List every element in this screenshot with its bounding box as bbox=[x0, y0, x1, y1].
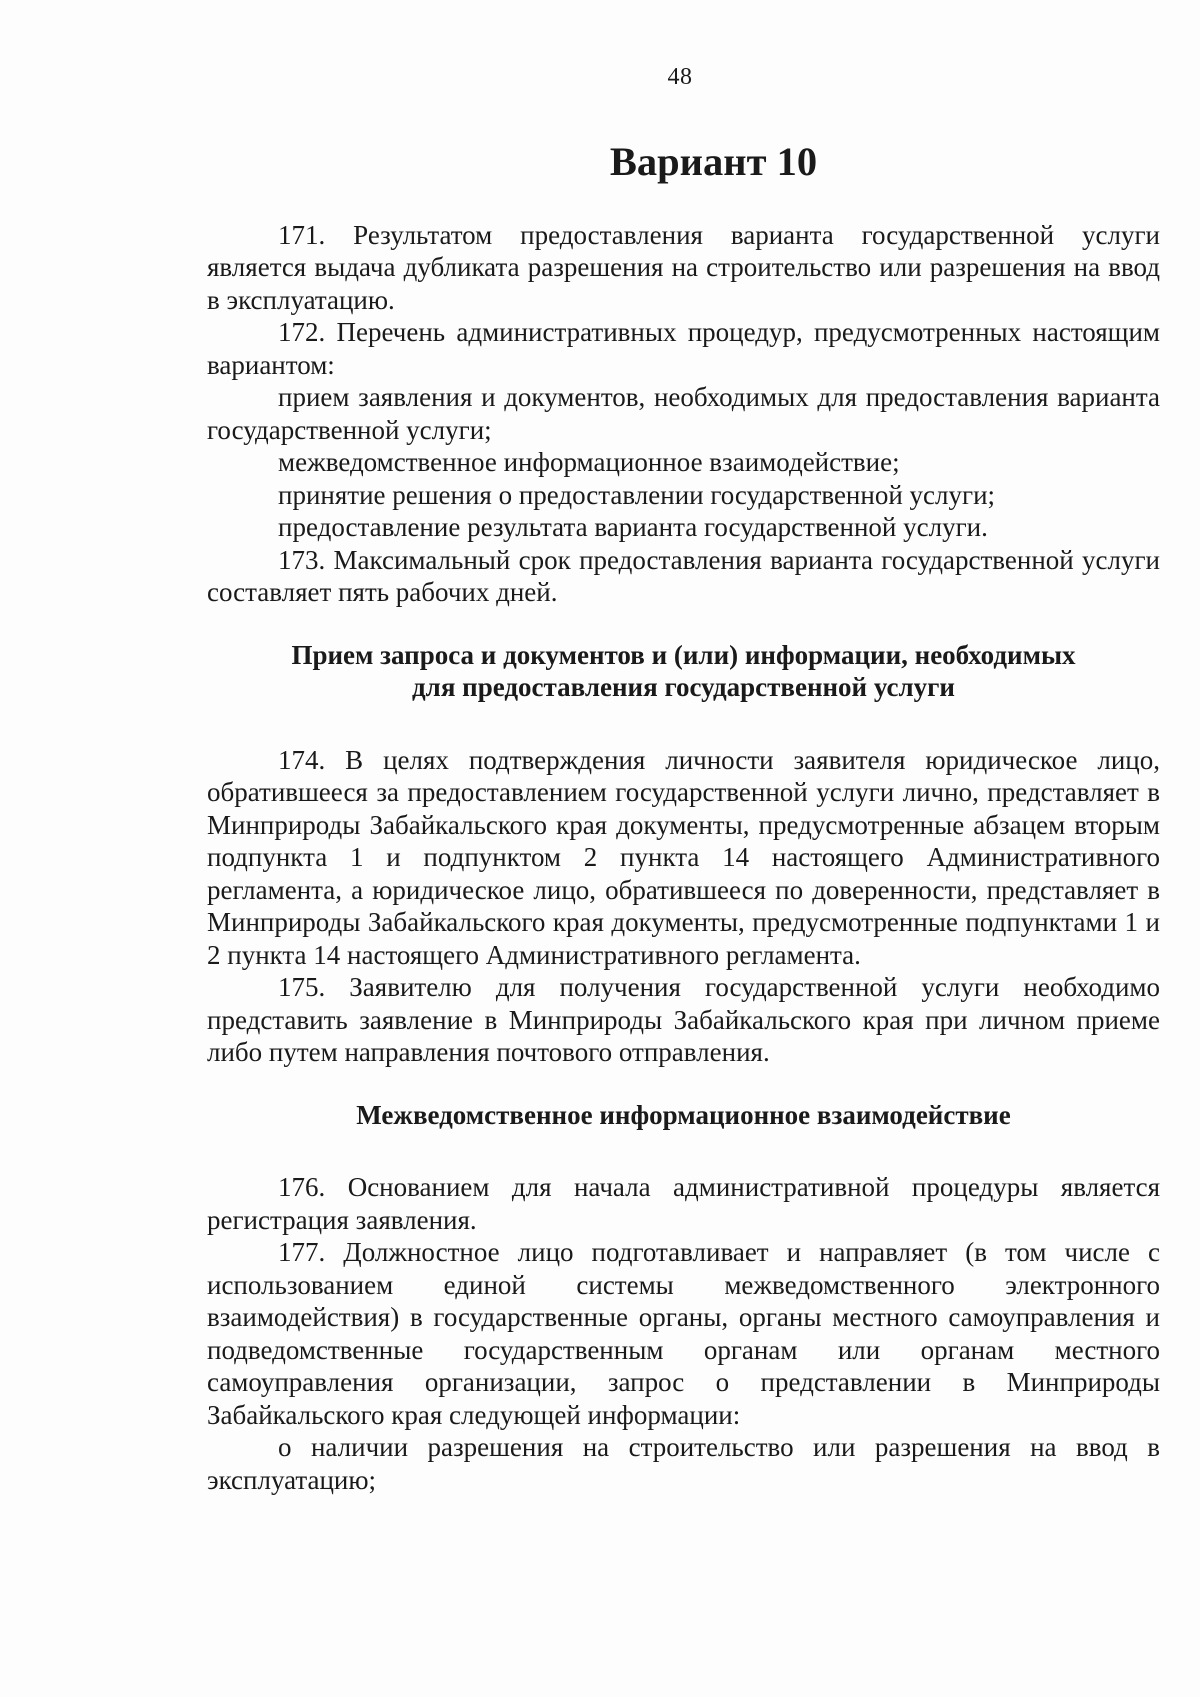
paragraph-171: 171. Результатом предоставления варианта государственной услуги является выдача дубликата разрешения на строительство или разрешения на ввод в эксплуатацию. bbox=[207, 219, 1160, 315]
section-heading-interagency: Межведомственное информационное взаимодействие bbox=[356, 1099, 1011, 1130]
paragraph-174: 174. В целях подтверждения личности заявителя юридическое лицо, обратившееся за предоставлением государственной услуги лично, представляет в Минприроды Забайкальского края документы, предусмотренные абзацем вторым подпункта 1 и подпунктом 2 пункта 14 настоящего Административного регламента, а юридическое лицо, обратившееся по доверенности, представляет в Минприроды Забайкальского края документы, предусмотренные подпунктами 1 и 2 пункта 14 настоящего Административного регламента. bbox=[207, 744, 1160, 970]
procedure-item: прием заявления и документов, необходимых для предоставления варианта государственной услуги; bbox=[207, 382, 1160, 445]
variant-heading: Вариант 10 bbox=[609, 139, 818, 184]
paragraph-172: 172. Перечень административных процедур, предусмотренных настоящим вариантом: bbox=[207, 317, 1160, 380]
paragraph-177-item: о наличии разрешения на строительство или разрешения на ввод в эксплуатацию; bbox=[207, 1432, 1160, 1495]
procedure-item: принятие решения о предоставлении государственной услуги; bbox=[278, 479, 996, 510]
procedure-item: предоставление результата варианта государственной услуги. bbox=[278, 512, 988, 542]
paragraph-177: 177. Должностное лицо подготавливает и направляет (в том числе с использованием единой системы межведомственного электронного взаимодействия) в государственные органы, органы местного самоуправления и подведомственные государственным органам или органам местного самоуправления организации, запрос о представлении в Минприроды Забайкальского края следующей информации: bbox=[207, 1237, 1160, 1430]
document-body bbox=[207, 139, 1160, 1496]
page-number: 48 bbox=[667, 64, 693, 90]
section-heading-reception bbox=[207, 639, 1160, 704]
section-heading-line: Прием запроса и документов и (или) информации, необходимых bbox=[291, 639, 1076, 670]
section-heading-line: для предоставления государственной услуги bbox=[412, 672, 955, 702]
paragraph-173: 173. Максимальный срок предоставления варианта государственной услуги составляет пять рабочих дней. bbox=[207, 544, 1160, 607]
procedure-item: межведомственное информационное взаимодействие; bbox=[278, 447, 900, 477]
paragraph-176: 176. Основанием для начала административной процедуры является регистрация заявления. bbox=[207, 1172, 1160, 1235]
paragraph-175: 175. Заявителю для получения государственной услуги необходимо представить заявление в Минприроды Забайкальского края при личном приеме либо путем направления почтового отправления. bbox=[207, 972, 1160, 1067]
